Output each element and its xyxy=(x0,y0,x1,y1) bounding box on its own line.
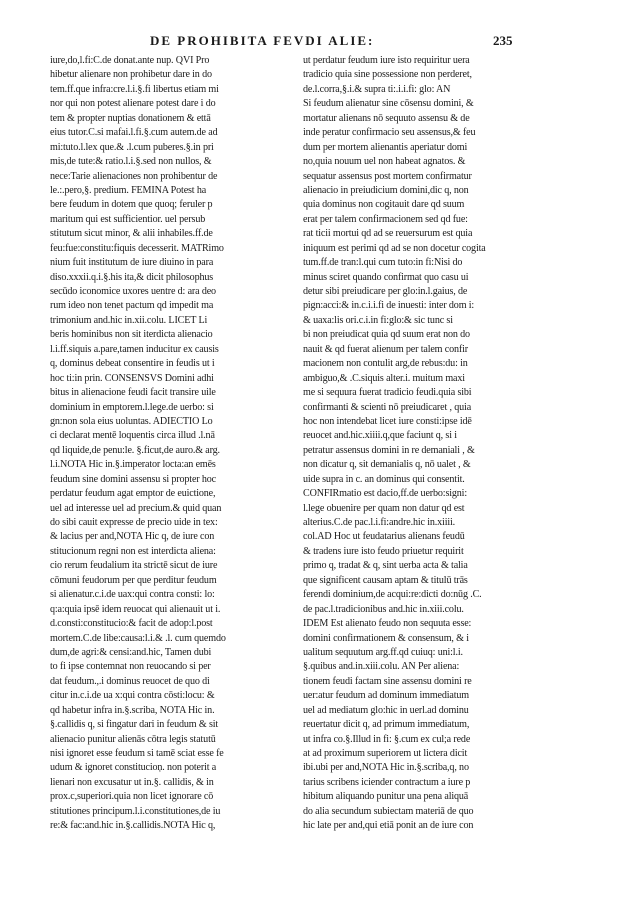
text-line: uel ad mediatum glo:hic in uerl.ad dominu xyxy=(303,704,469,716)
left-text-column xyxy=(50,54,288,834)
text-line: rum ideo non tenet pactum qd impedit ma xyxy=(50,300,214,312)
text-line: at ad proximum superiorem ut lictera dicit xyxy=(303,748,468,759)
text-line: tem & propter nuptias donationem & ettā xyxy=(50,112,211,124)
text-line: de pac.l.tradicionibus and.hic in.xiii.colu. xyxy=(303,603,464,615)
text-line: dat feudum.,.i dominus reuocet de quo di xyxy=(50,675,210,687)
text-line: nece:Tarie alienaciones non prohibentur de xyxy=(50,170,218,182)
text-line: qd liquide,de penu:le. §.ficut,de auro.& arg. xyxy=(50,444,220,456)
text-line: dominium in emptorem.l.lege.de uerbo: si xyxy=(50,401,214,413)
text-line: ut perdatur feudum iure isto requiritur uera xyxy=(303,55,470,66)
text-line: do sibi cauit expresse de precio uide in tex: xyxy=(50,517,218,528)
text-line: & tradens iure isto feudo priuetur requirit xyxy=(303,545,464,557)
text-line: ibi.ubi per and,NOTA Hic in.§.scriba,q, no xyxy=(303,762,469,774)
text-line: q:a:quia ipsē idem reuocat qui alienauit ut i. xyxy=(50,603,221,615)
text-line: iure,do,l.fi:C.de donat.ante nup. QVI Pro xyxy=(50,55,210,66)
text-line: l.i.NOTA Hic in.§.imperator locta:an emēs xyxy=(50,459,216,471)
text-line: si alienatur.c.i.de uax:qui contra consti: lo: xyxy=(50,589,215,601)
text-line: beris hominibus non sit iterdicta alienacio xyxy=(50,329,213,341)
text-line: petratur assensus domini in re demaniali , & xyxy=(303,444,475,456)
text-line: iniquum est perimi qd ad se non docetur cogita xyxy=(303,242,486,254)
text-line: col.AD Hoc ut feudatarius alienans feudū xyxy=(303,531,465,543)
text-line: domini confirmationem & consensum, & i xyxy=(303,632,469,644)
text-line: me si sequura fuerat tradicio feudi.quia sibi xyxy=(303,387,472,399)
text-line: qd habetur infra in.§.scriba, NOTA Hic in. xyxy=(50,704,215,716)
text-line: confirmanti & scienti nō preiudicaret , quia xyxy=(303,401,472,413)
text-line: quia dominus non cogitauit dare qd suum xyxy=(303,199,465,211)
text-line: diso.xxxii.q.i.§.his ita,& dicit philosophus xyxy=(50,271,214,283)
text-line: cio rerum feudalium ita strictē sicut de iure xyxy=(50,560,218,572)
text-line: feu:fue:constitu:fiquis decesserit. MATRimo xyxy=(50,242,224,254)
text-line: rat ticii mortui qd ad se reuersurum est quia xyxy=(303,228,473,240)
text-line: le.:.pero,§. predium. FEMINA Potest ha xyxy=(50,184,207,196)
text-line: erat per talem confirmacionem sed qd fue: xyxy=(303,213,468,225)
text-line: nisi ignoret esse feudum si tamē sciat esse fe xyxy=(50,748,224,759)
text-line: dum per mortem alienantis aperiatur domi xyxy=(303,141,468,153)
text-line: IDEM Est alienato feudo non sequuta esse: xyxy=(303,618,472,630)
text-line: l.lege obuenire per quam non datur qd est xyxy=(303,502,465,514)
text-line: secūdo iconomice uxores uentre d: ara deo xyxy=(50,286,216,297)
text-line: ualitum sequutum arg.ff.qd cuiuq: uni:l.i. xyxy=(303,646,463,658)
text-line: & lacius per and,NOTA Hic q, de iure con xyxy=(50,531,215,543)
text-line: stitucionum regni non est interdicta aliena: xyxy=(50,545,216,557)
text-line: hic late per and,qui etiā ponit an de iure con xyxy=(303,820,474,832)
text-line: udum & ignoret constitucioņ. non poterit a xyxy=(50,762,217,774)
text-line: reuocet and.hic.xiiii.q,que faciunt q, si i xyxy=(303,430,457,442)
text-line: primo q, tradat & q, sint uerba acta & talia xyxy=(303,560,468,572)
text-line: nauit & qd fuerat alienum per talem confir xyxy=(303,343,468,355)
text-line: to fi ipse contemnat non reuocando si per xyxy=(50,661,211,673)
text-line: uer:atur feudum ad dominum immediatum xyxy=(303,690,470,702)
text-line: q, dominus debeat consentire in feudis ut i xyxy=(50,358,215,370)
text-line: alienacio in preiudicium domini,dic q, non xyxy=(303,184,469,196)
text-line: CONFIRmatio est dacio,ff.de uerbo:signi: xyxy=(303,488,467,500)
text-line: mi:tuto.l.lex que.& .l.cum puberes.§.in pri xyxy=(50,141,214,153)
text-line: reuertatur dicit q, ad primum immediatum, xyxy=(303,719,470,731)
text-line: hoc ti:in prin. CONSENSVS Domini adhi xyxy=(50,372,214,384)
text-line: no,quia nouum uel non habeat agnatos. & xyxy=(303,156,466,168)
text-line: macionem non contulit arg,de rebus:du: in xyxy=(303,358,468,370)
text-line: sequatur assensus post mortem confirmatur xyxy=(303,170,472,182)
text-line: non dicatur q, sit demanialis q, nō ualet , & xyxy=(303,459,471,471)
text-line: cōmuni feudorum per que perditur feudum xyxy=(50,574,217,586)
text-line: mis,de tute:& ratio.l.i.§.sed non nullos, & xyxy=(50,156,212,168)
text-line: do alia secundum subiectam materiā de quo xyxy=(303,805,474,817)
text-line: feudum sine domini assensu si propter hoc xyxy=(50,473,216,485)
text-line: ut infra co.§.Illud in fi: §.cum ex cul;a rede xyxy=(303,733,471,745)
text-line: nor qui non potest alienare potest dare i do xyxy=(50,98,216,110)
text-line: ci declarat mentē loquentis circa illud .l.nā xyxy=(50,430,215,442)
text-line: mortem.C.de libe:causa:l.i.& .l. cum quemdo xyxy=(50,632,226,644)
text-line: que significent causam aptam & titulū trās xyxy=(303,574,468,586)
text-line: nium fuit institutum de iure diuino in para xyxy=(50,257,214,269)
text-line: detur sibi preiudicare per glo:in.l.gaius, de xyxy=(303,286,468,297)
text-line: mortatur alienans nō sequuto assensu & de xyxy=(303,112,470,124)
text-line: inde peratur confirmacio seu assensus,& feu xyxy=(303,127,476,139)
text-line: minus sciret quando confirmat quo casu ui xyxy=(303,271,469,283)
text-line: re:& fac:and.hic in.§.callidis.NOTA Hic q, xyxy=(50,820,216,832)
text-line: hibetur alienare non prohibetur dare in do xyxy=(50,69,212,81)
text-line: pign:acci:& in.c.i.i.fi de inuesti: inter dom i: xyxy=(303,300,475,312)
text-line: gn:non sola eius uoluntas. ADIECTIO Lo xyxy=(50,415,213,427)
text-line: dum,de agri:& censi:and.hic, Tamen dubi xyxy=(50,646,212,658)
text-line: bere feudum in dotem que quoq; feruler p xyxy=(50,199,213,211)
text-line: tradicio quia sine possessione non perderet, xyxy=(303,69,472,81)
text-line: trimonium and.hic in.xii.colu. LICET Li xyxy=(50,314,208,326)
text-line: tarius scribens iciender contractum a iure p xyxy=(303,776,471,788)
text-line: eius tutor.C.si mafai.l.fi.§.cum autem.de ad xyxy=(50,127,218,139)
text-line: ambiguo,& .C.siquis alter.i. muitum maxi xyxy=(303,372,465,384)
text-line: uide supra in c. an dominus qui consentit. xyxy=(303,473,465,485)
text-line: §.quibus and.in.xiii.colu. AN Per aliena: xyxy=(303,661,460,673)
text-line: d.consti:constitucio:& facit de adop:l.post xyxy=(50,618,213,630)
text-line: §.callidis q, si fingatur dari in feudum & sit xyxy=(50,719,219,731)
text-line: hibitum aliquando punitur una pena aliquā xyxy=(303,791,469,803)
text-line: uel ad interesse uel ad precium.& quid quan xyxy=(50,502,222,514)
text-line: prox.c,superiori.quia non licet ignorare cō xyxy=(50,791,214,803)
text-line: l.i.ff.siquis a.pare,tamen inducitur ex causis xyxy=(50,343,219,355)
text-line: Si feudum alienatur sine cōsensu domini, & xyxy=(303,98,474,110)
text-line: tum.ff.de tran:l.qui cum tuto:in fi:Nisi do xyxy=(303,257,463,269)
right-text-column xyxy=(303,54,541,834)
text-line: bi non preiudicat quia qd suum erat non do xyxy=(303,329,470,341)
text-line: & uaxa:lis ori.c.i.in fi:glo:& sic tunc si xyxy=(303,314,453,326)
text-line: alterius.C.de pac.l.i.fi:andre.hic in.xiiii. xyxy=(303,517,456,528)
text-line: lienari non excusatur ut in.§. callidis, & in xyxy=(50,776,214,788)
text-line: hoc non intendebat licet iure consti:ipse idē xyxy=(303,415,472,427)
text-line: citur in.c.i.de ua x:qui contra cōsti:locu: & xyxy=(50,690,215,702)
text-line: ferendi dominium,de acqui:re:dicti do:nūg .C. xyxy=(303,589,482,601)
page-number: 235 xyxy=(493,33,513,48)
text-line: tem.ff.que infra:cre.l.i.§.fi libertus etiam mi xyxy=(50,83,219,95)
text-line: bitus in alienacione feudi facit transire uile xyxy=(50,387,216,399)
text-line: alienacio punitur alienās cōtra legis statutū xyxy=(50,733,216,745)
running-title: DE PROHIBITA FEVDI ALIE: xyxy=(150,33,375,48)
text-line: stitutiones principum.l.i.constitutiones,de iu xyxy=(50,805,221,817)
text-line: maritum qui est sufficientior. uel persub xyxy=(50,213,206,225)
text-line: tionem feudi factam sine assensu domini re xyxy=(303,675,472,687)
text-line: de.l.corra,§.i.& supra ti:.i.i.fi: glo: AN xyxy=(303,83,451,95)
text-line: stitutum sicut minor, & alii inhabiles.ff.de xyxy=(50,228,213,240)
text-line: perdatur feudum agat emptor de euictione, xyxy=(50,488,216,500)
